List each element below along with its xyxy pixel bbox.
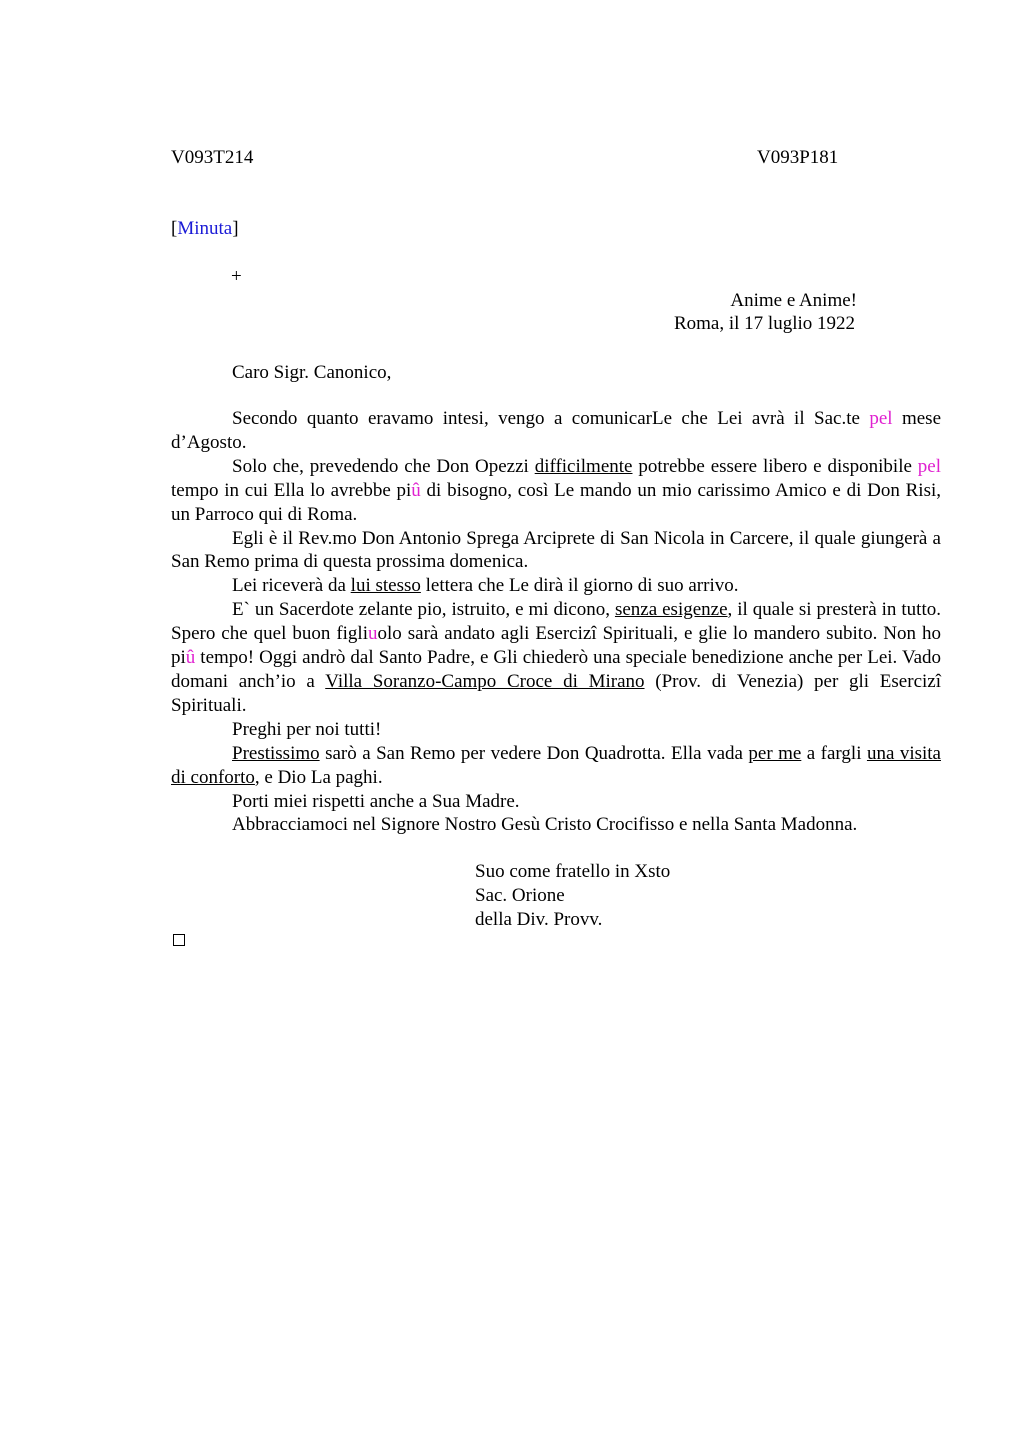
text-run: potrebbe essere libero e disponibile xyxy=(632,455,918,477)
paragraph-6: Preghi per noi tutti! xyxy=(232,718,382,740)
text-run: tempo! Oggi andrò dal Santo Padre, e Gli chiederò una speciale benedizione anche per Lei. Vado domani anch’io a xyxy=(171,647,941,692)
paragraph-9: Abbracciamoci nel Signore Nostro Gesù Cristo Crocifisso e nella Santa Madonna. xyxy=(232,814,858,836)
signature-line-1: Suo come fratello in Xsto xyxy=(475,861,671,882)
text-run: Spirituali. xyxy=(171,694,247,716)
letter-body xyxy=(171,407,941,837)
minuta-text: Minuta xyxy=(177,218,233,239)
document-code-left: V093T214 xyxy=(171,147,254,168)
motto: Anime e Anime! xyxy=(730,290,857,311)
underlined-place: Villa Soranzo-Campo Croce di Mirano xyxy=(325,670,645,692)
bracket-open: [ xyxy=(171,218,178,239)
underlined-word: per me xyxy=(748,742,802,764)
paragraph-2 xyxy=(171,455,941,527)
text-run: Solo che, prevedendo che Don Opezzi xyxy=(232,455,535,477)
text-run: , e Dio La paghi. xyxy=(254,766,383,788)
variant-word: pel xyxy=(869,408,893,429)
paragraph-8: Porti miei rispetti anche a Sua Madre. xyxy=(232,790,520,812)
text-run: (Prov. di Venezia) per gli Esercizî xyxy=(644,670,941,692)
text-run: lettera che Le dirà il giorno di suo arrivo. xyxy=(420,575,739,597)
text-run: Lei riceverà da xyxy=(232,575,351,597)
paragraph-1 xyxy=(171,407,941,455)
text-run: , il quale si presterà in tutto. Spero che quel buon figli xyxy=(171,599,941,645)
underlined-word: Prestissimo xyxy=(232,742,320,764)
underlined-word: lui stesso xyxy=(350,575,421,597)
text-run: Secondo quanto eravamo intesi, vengo a comunicarLe che Lei avrà il Sac.te xyxy=(232,408,870,429)
text-run: di bisogno, così Le mando un mio carissimo Amico e di Don Risi, un Parroco qui di Roma. xyxy=(171,479,942,525)
variant-letter: û xyxy=(185,647,196,669)
text-run: E` un Sacerdote zelante pio, istruito, e mi dicono, xyxy=(232,599,615,621)
document-code-right: V093P181 xyxy=(757,147,839,168)
paragraph-5 xyxy=(171,598,941,718)
signature-line-3: della Div. Provv. xyxy=(475,908,603,930)
underlined-phrase: una visita di conforto xyxy=(171,742,941,788)
underlined-word: difficilmente xyxy=(534,455,633,477)
paragraph-4 xyxy=(171,574,941,598)
end-square-icon xyxy=(173,934,185,946)
signature-block xyxy=(475,860,670,932)
signature-line-2: Sac. Orione xyxy=(475,884,565,906)
text-run: olo sarà andato agli Esercizî xyxy=(377,623,597,645)
variant-letter: u xyxy=(367,623,378,645)
minuta-label xyxy=(171,218,239,240)
cross-mark: + xyxy=(231,266,242,287)
dateline: Roma, il 17 luglio 1922 xyxy=(673,313,855,334)
text-run: sarò a San Remo per vedere Don Quadrotta. Ella vada xyxy=(319,742,749,764)
paragraph-7 xyxy=(171,742,941,790)
text-run: Spirituali, e glie lo mandero subito. Non ho pi xyxy=(171,623,941,669)
text-run: a fargli xyxy=(801,742,867,764)
text-run: mese d’Agosto. xyxy=(171,408,941,453)
text-run: tempo in cui Ella lo avrebbe pi xyxy=(171,479,412,501)
bracket-close: ] xyxy=(232,218,239,239)
salutation: Caro Sigr. Canonico, xyxy=(232,362,392,383)
variant-letter: û xyxy=(411,479,421,501)
underlined-word: senza esigenze xyxy=(614,599,728,621)
paragraph-3: Egli è il Rev.mo Don Antonio Sprega Arciprete di San Nicola in Carcere, il quale giungerà a San Remo prima di questa prossima domenica. xyxy=(171,527,941,573)
variant-word: pel xyxy=(917,455,941,477)
